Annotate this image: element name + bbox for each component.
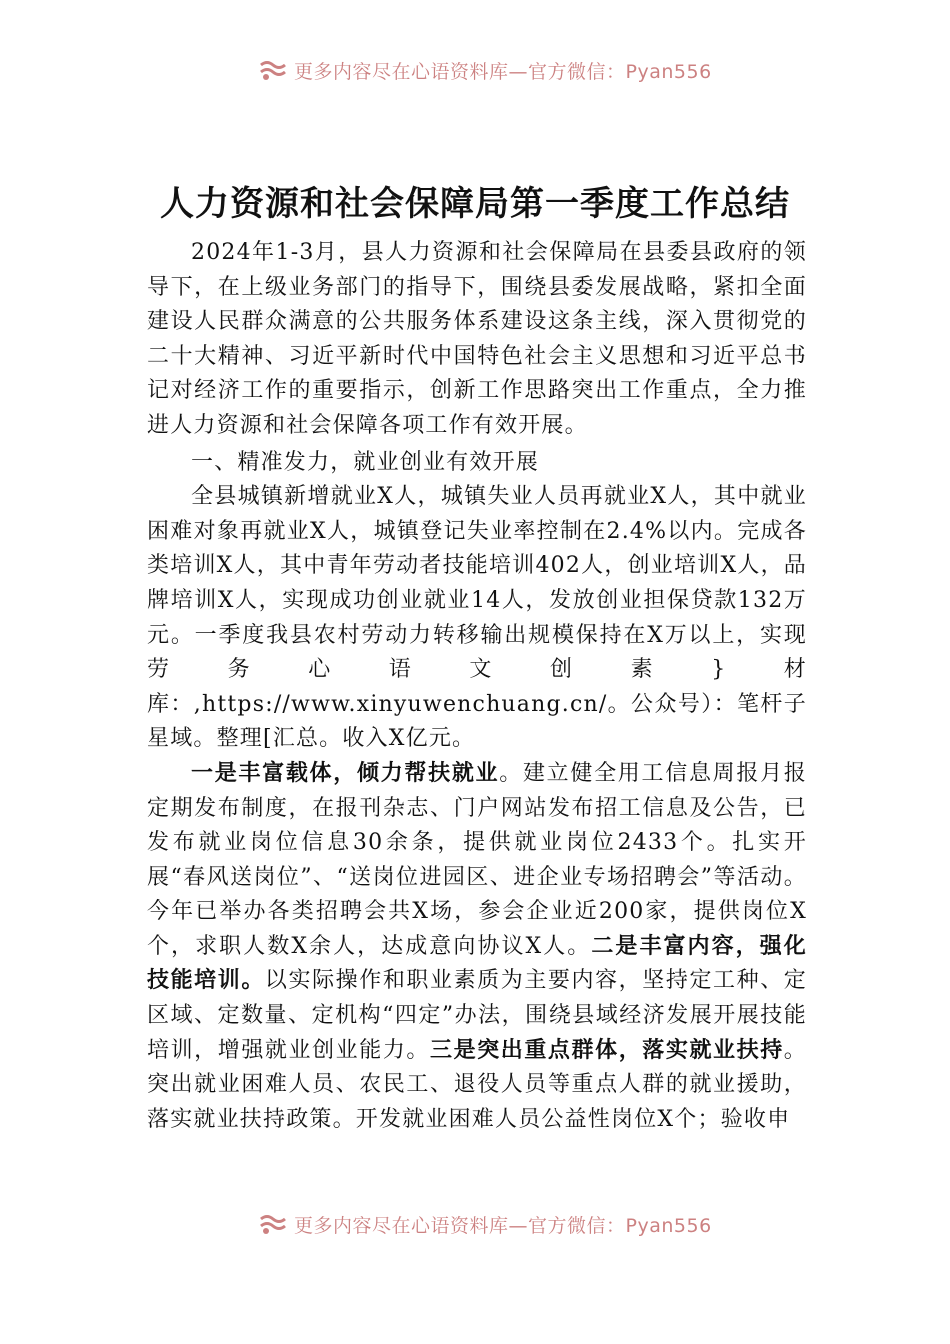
- employment-stats-paragraph: 全县城镇新增就业X人，城镇失业人员再就业X人，其中就业困难对象再就业X人，城镇登记失业率控制在2.4%以内。完成各类培训X人，其中青年劳动者技能培训402人，创业培训X人，品牌培训X人，实现成功创业就业14人，发放创业担保贷款132万元。一季度我县农村劳动力转移输出规模保持在X万以上，实现劳务心语文创素}材库：,https://www.xinyuwenchuang.cn/。公众号）：笔杆子星域。整理[汇总。收入X亿元。: [147, 484, 807, 752]
- measure-3-title: 三是突出重点群体，落实就业扶持: [430, 1037, 784, 1063]
- logo-icon: [258, 59, 288, 81]
- measure-3-text: 。突出就业困难人员、农民工、退役人员等重点人群的就业援助，落实就业扶持政策。开发就业困难人员公益性岗位X个；验收申: [147, 1037, 807, 1132]
- logo-icon: [258, 1213, 288, 1235]
- measures-paragraph: [147, 757, 807, 1138]
- watermark-footer: [258, 1210, 712, 1238]
- section-heading: 一、精准发力，就业创业有效开展: [191, 449, 540, 475]
- measure-1-text: 。建立健全用工信息周报月报定期发布制度，在报刊杂志、门户网站发布招工信息及公告，已发布就业岗位信息30余条，提供就业岗位2433个。扎实开展“春风送岗位”、“送岗位进园区、进企业专场招聘会”等活动。今年已举办各类招聘会共X场，参会企业近200家，提供岗位X个，求职人数X余人，达成意向协议X人。: [147, 760, 807, 959]
- measure-1-title: 一是丰富载体，倾力帮扶就业: [191, 760, 500, 786]
- document-body: [147, 236, 807, 1137]
- measure-2-title: 二是丰富内容，强化技能培训。: [147, 933, 807, 994]
- document-title: 人力资源和社会保障局第一季度工作总结: [160, 184, 790, 224]
- measure-2-text: 以实际操作和职业素质为主要内容，坚持定工种、定区域、定数量、定机构“四定”办法，围绕县域经济发展开展技能培训，增强就业创业能力。: [147, 968, 807, 1063]
- watermark-text: 更多内容尽在心语资料库—官方微信：Pyan556: [294, 1214, 712, 1237]
- watermark-text: 更多内容尽在心语资料库—官方微信：Pyan556: [294, 60, 712, 83]
- watermark-header: [258, 56, 712, 84]
- intro-paragraph: 2024年1-3月，县人力资源和社会保障局在县委县政府的领导下，在上级业务部门的指导下，围绕县委发展战略，紧扣全面建设人民群众满意的公共服务体系建设这条主线，深入贯彻党的二十大精神、习近平新时代中国特色社会主义思想和习近平总书记对经济工作的重要指示，创新工作思路突出工作重点，全力推进人力资源和社会保障各项工作有效开展。: [147, 240, 807, 438]
